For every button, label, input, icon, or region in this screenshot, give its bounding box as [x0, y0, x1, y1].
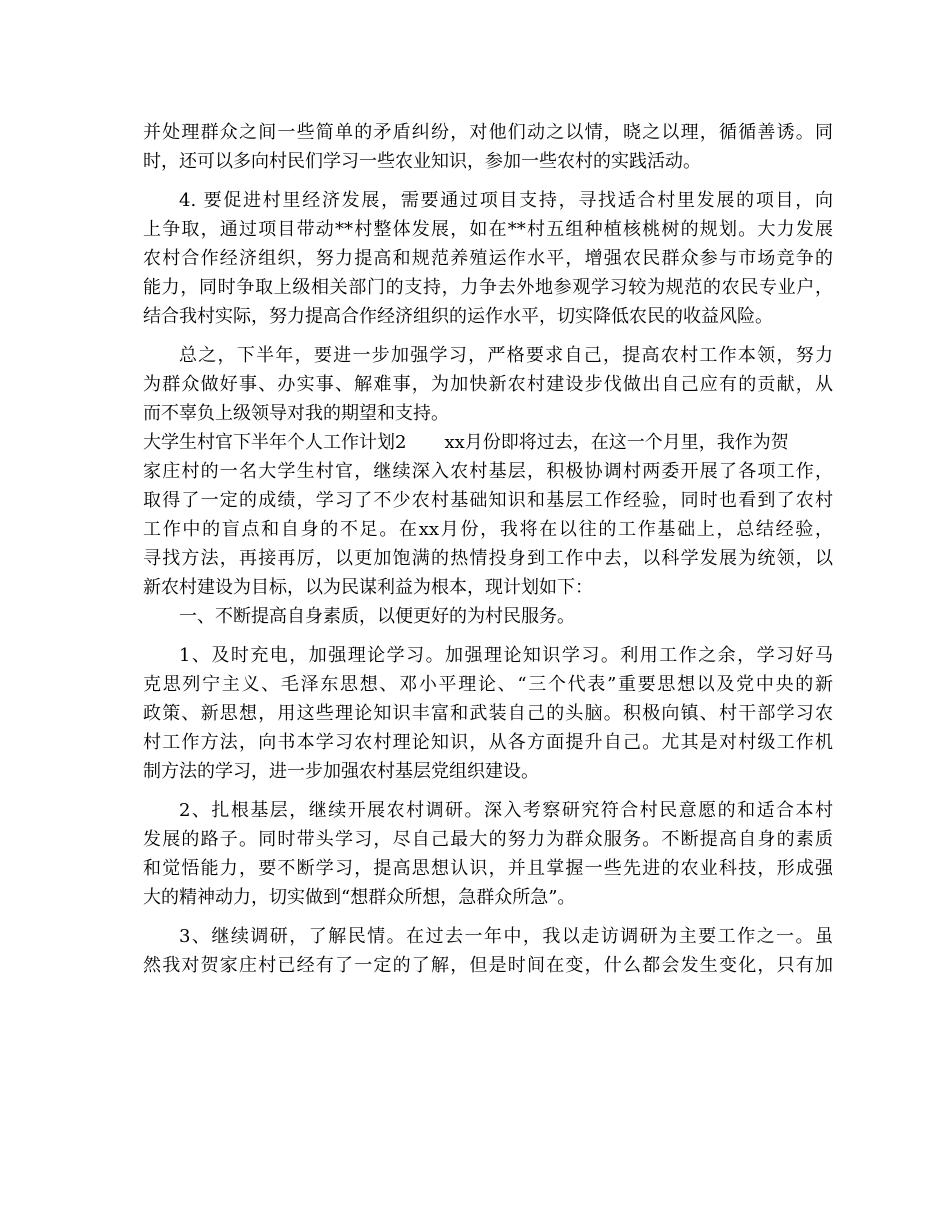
text-line: 时，还可以多向村民们学习一些农业知识，参加一些农村的实践活动。	[143, 151, 701, 172]
text-line: 家庄村的一名大学生村官，继续深入农村基层，积极协调村两委开展了各项工作，	[143, 461, 833, 482]
text-line: 1、及时充电，加强理论学习。加强理论知识学习。利用工作之余，学习好马	[179, 645, 833, 666]
document-body	[143, 118, 833, 980]
text-line: 2、扎根基层，继续开展农村调研。深入考察研究符合村民意愿的和适合本村	[179, 800, 833, 821]
text-line: 4. 要促进村里经济发展，需要通过项目支持，寻找适合村里发展的项目，向	[179, 190, 833, 211]
section-heading: 大学生村官下半年个人工作计划2	[143, 432, 407, 453]
text-line: 然我对贺家庄村已经有了一定的了解，但是时间在变，什么都会发生变化，只有加	[143, 955, 833, 976]
text-line: 为群众做好事、办实事、解难事，为加快新农村建设步伐做出自己应有的贡献，从	[143, 374, 833, 395]
text-line: 农村合作经济组织，努力提高和规范养殖运作水平，增强农民群众参与市场竞争的	[143, 248, 833, 269]
text-line: 新农村建设为目标，以为民谋利益为根本，现计划如下：	[143, 577, 593, 598]
text-line: 政策、新思想，用这些理论知识丰富和武装自己的头脑。积极向镇、村干部学习农	[143, 703, 833, 724]
text-line: 能力，同时争取上级相关部门的支持，力争去外地参观学习较为规范的农民专业户，	[143, 277, 833, 298]
text-line: 村工作方法，向书本学习农村理论知识，从各方面提升自己。尤其是对村级工作机	[143, 732, 833, 753]
text-line: 总之，下半年，要进一步加强学习，严格要求自己，提高农村工作本领，努力	[179, 345, 833, 366]
text-run: xx月份即将过去，在这一个月里，我作为贺	[444, 432, 789, 453]
text-line: 制方法的学习，进一步加强农村基层党组织建设。	[143, 761, 539, 782]
text-line: 而不辜负上级领导对我的期望和支持。	[143, 403, 449, 424]
text-line: 取得了一定的成绩，学习了不少农村基础知识和基层工作经验，同时也看到了农村	[143, 490, 833, 511]
text-line: 一、不断提高自身素质，以便更好的为村民服务。	[179, 606, 575, 627]
text-line: 上争取，通过项目带动**村整体发展，如在**村五组种植核桃树的规划。大力发展	[143, 219, 833, 240]
text-line: 3、继续调研，了解民情。在过去一年中，我以走访调研为主要工作之一。虽	[179, 926, 833, 947]
text-line: 并处理群众之间一些简单的矛盾纠纷，对他们动之以情，晓之以理，循循善诱。同	[143, 122, 833, 143]
text-line: 发展的路子。同时带头学习，尽自己最大的努力为群众服务。不断提高自身的素质	[143, 829, 833, 850]
text-line: 大的精神动力，切实做到“想群众所想，急群众所急”。	[143, 887, 576, 908]
text-line: 克思列宁主义、毛泽东思想、邓小平理论、“三个代表”重要思想以及党中央的新	[143, 674, 833, 695]
text-line: 寻找方法，再接再厉，以更加饱满的热情投身到工作中去，以科学发展为统领，以	[143, 548, 833, 569]
heading-line	[143, 428, 833, 457]
text-line: 结合我村实际，努力提高合作经济组织的运作水平，切实降低农民的收益风险。	[143, 306, 773, 327]
text-line: 和觉悟能力，要不断学习，提高思想认识，并且掌握一些先进的农业科技，形成强	[143, 858, 833, 879]
text-line: 工作中的盲点和自身的不足。在xx月份，我将在以往的工作基础上，总结经验，	[143, 519, 833, 540]
